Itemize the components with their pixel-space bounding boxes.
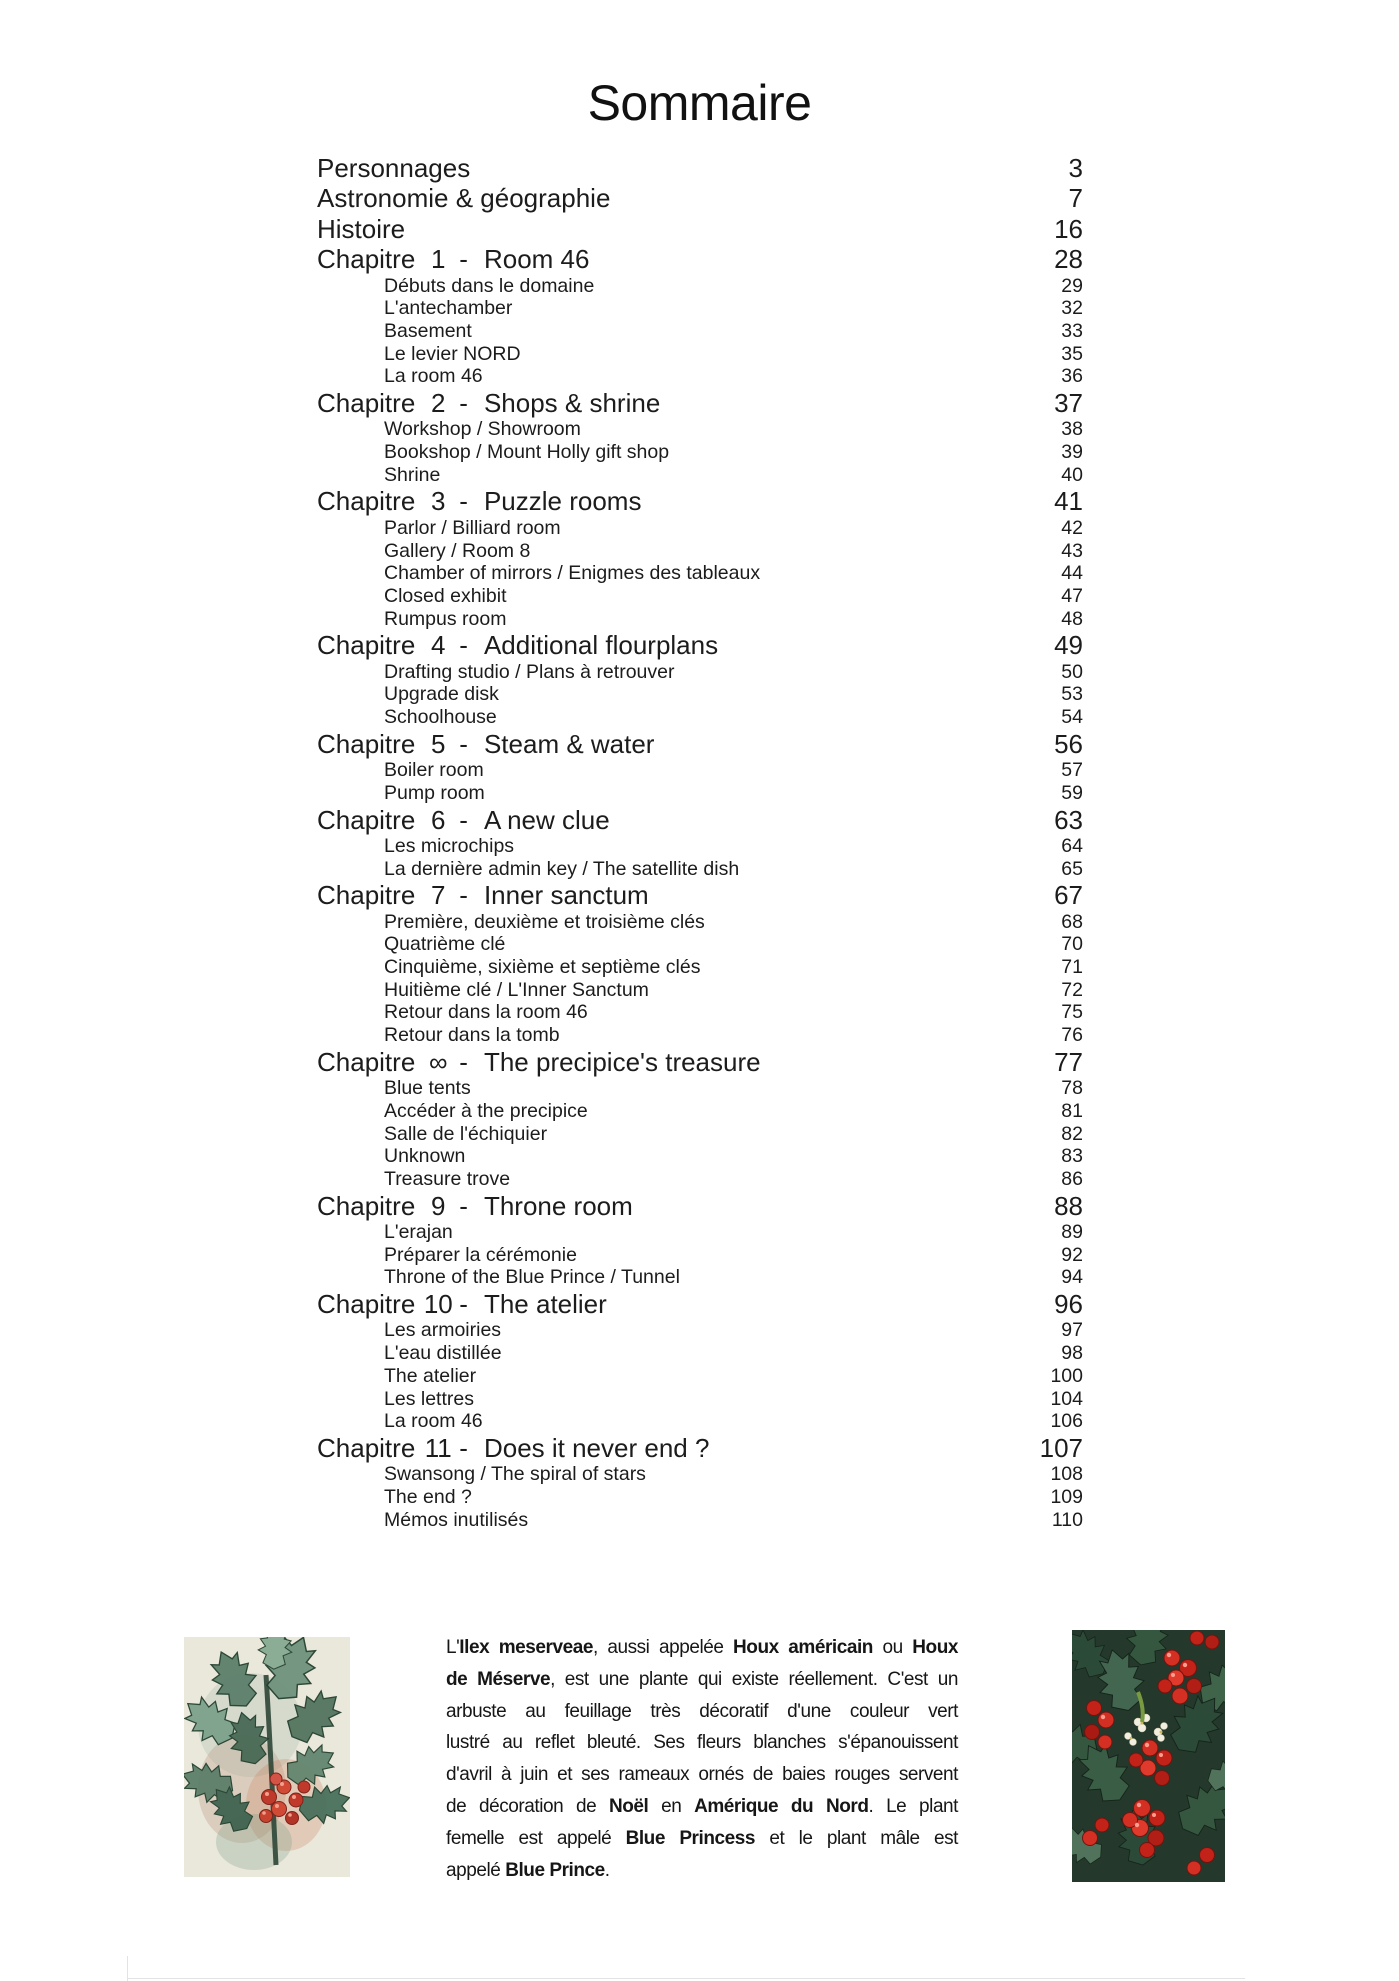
toc-sub-label: L'erajan [384, 1221, 453, 1243]
chapter-number: 1 [431, 244, 446, 275]
toc-sub-row [317, 1266, 1083, 1289]
toc-chapter-label [317, 1191, 633, 1221]
body-text: appelé [446, 1859, 506, 1881]
toc-sub-page: 108 [1050, 1463, 1083, 1486]
body-text: . Le plant [868, 1795, 959, 1817]
toc-sub-page: 50 [1061, 660, 1083, 683]
toc-sub-page: 65 [1061, 857, 1083, 880]
toc-sub-label: Préparer la cérémonie [384, 1243, 577, 1266]
toc-sub-row [317, 441, 1083, 464]
toc-sub-label: Drafting studio / Plans à retrouver [384, 660, 675, 683]
toc-entry-label: Personnages [317, 153, 471, 183]
chapter-word: Chapitre [317, 1432, 416, 1463]
toc-sub-label: La room 46 [384, 365, 483, 388]
body-text: et le plant mâle est [754, 1827, 958, 1849]
toc-sub-page: 44 [1061, 562, 1083, 585]
toc-chapter-row [317, 880, 1083, 910]
toc-entry-page: 7 [1068, 183, 1083, 214]
toc-sub-page: 35 [1061, 342, 1083, 365]
toc-sub-row [317, 464, 1083, 487]
toc-sub-page: 53 [1061, 683, 1083, 706]
chapter-title: The atelier [483, 1289, 607, 1320]
toc-sub-page: 97 [1061, 1319, 1083, 1342]
toc-sub-row [317, 706, 1083, 729]
chapter-word: Chapitre [317, 804, 416, 835]
paragraph-line [446, 1727, 958, 1759]
bold-text: Houx [912, 1637, 958, 1658]
toc-sub-label: L'eau distillée [384, 1342, 502, 1365]
toc-sub-label: La dernière admin key / The satellite dish [384, 857, 740, 880]
bold-text: de Méserve [446, 1668, 551, 1690]
toc-sub-row [317, 297, 1083, 320]
toc-sub-label: Les armoiries [384, 1319, 502, 1342]
toc-sub-label: Parlor / Billiard room [384, 516, 561, 539]
chapter-number: 4 [431, 630, 446, 661]
toc-sub-label: Retour dans la room 46 [384, 1001, 588, 1024]
toc-chapter-label [317, 1433, 709, 1463]
toc-sub-row [317, 835, 1083, 858]
toc-chapter-row [317, 244, 1083, 274]
bold-text: Amérique du Nord [694, 1795, 869, 1817]
toc-sub-label: Retour dans la tomb [384, 1024, 560, 1047]
toc-sub-label: Schoolhouse [384, 706, 497, 729]
toc-sub-label: Closed exhibit [384, 584, 507, 607]
toc-sub-row [317, 1463, 1083, 1486]
toc-sub-label: La room 46 [384, 1410, 483, 1433]
toc-sub-row [317, 956, 1083, 979]
toc-sub-row [317, 585, 1083, 608]
toc-chapter-row [317, 729, 1083, 759]
chapter-title: Puzzle rooms [483, 486, 642, 517]
toc-chapter-label [317, 805, 610, 835]
paragraph-line [446, 1791, 958, 1823]
toc-sub-page: 89 [1061, 1221, 1083, 1243]
footer-paragraph [446, 1632, 958, 1886]
chapter-word: Chapitre [317, 1190, 416, 1221]
holly-watercolor-illustration [184, 1637, 350, 1877]
toc-sub-row [317, 320, 1083, 343]
body-text: lustré au reflet bleuté. Ses fleurs blanches s'épanouissent [446, 1732, 958, 1754]
toc-sub-label: Blue tents [384, 1077, 471, 1100]
toc-sub-row [317, 608, 1083, 631]
toc-sub-row [317, 858, 1083, 881]
toc-sub-row [317, 759, 1083, 782]
toc-sub-label: Upgrade disk [384, 683, 499, 706]
toc-sub-row [317, 979, 1083, 1002]
toc-chapter-page: 67 [1054, 880, 1083, 911]
toc-sub-row [317, 275, 1083, 298]
toc-chapter-page: 41 [1054, 486, 1083, 517]
toc-sub-row [317, 1342, 1083, 1365]
chapter-word: Chapitre [317, 630, 416, 661]
toc-sub-label: Les microchips [384, 834, 515, 857]
toc-sub-row [317, 911, 1083, 934]
toc-chapter-page: 96 [1054, 1289, 1083, 1320]
toc-chapter-label [317, 729, 654, 759]
chapter-word: Chapitre [317, 244, 416, 275]
paragraph-line [446, 1664, 958, 1696]
toc-sub-row [317, 517, 1083, 540]
toc-chapter-label [317, 1047, 761, 1077]
toc-sub-page: 40 [1061, 463, 1083, 486]
page-title: Sommaire [587, 75, 812, 131]
toc-sub-label: Cinquième, sixième et septième clés [384, 956, 701, 979]
paragraph-line [446, 1632, 958, 1664]
chapter-dash: - [459, 1046, 468, 1077]
toc-sub-label: L'antechamber [384, 297, 513, 320]
toc-sub-label: Workshop / Showroom [384, 418, 581, 441]
toc-sub-page: 70 [1061, 933, 1083, 956]
toc-sub-row [317, 1168, 1083, 1191]
toc-sub-row [317, 1100, 1083, 1123]
toc-sub-page: 92 [1061, 1243, 1083, 1266]
toc-sub-label: Boiler room [384, 759, 484, 782]
toc-sub-label: Shrine [384, 463, 441, 486]
toc-chapter-row [317, 1289, 1083, 1319]
toc-sub-page: 54 [1061, 706, 1083, 729]
toc-sub-row [317, 1123, 1083, 1146]
bold-text: Blue Princess [625, 1827, 755, 1849]
toc-chapter-row [317, 388, 1083, 418]
page-edge-line [127, 1978, 1245, 1979]
toc-sub-label: Débuts dans le domaine [384, 274, 595, 297]
chapter-title: Steam & water [483, 728, 655, 759]
toc-sub-label: Swansong / The spiral of stars [384, 1463, 646, 1486]
toc-sub-page: 98 [1061, 1342, 1083, 1365]
toc-sub-page: 38 [1061, 418, 1083, 441]
chapter-number: 3 [431, 486, 446, 517]
toc-sub-label: Quatrième clé [384, 933, 506, 956]
toc-entry-page: 3 [1068, 153, 1083, 183]
bold-text: Houx américain [733, 1637, 873, 1658]
toc-sub-page: 64 [1061, 834, 1083, 857]
toc-sub-label: Salle de l'échiquier [384, 1122, 548, 1145]
toc-sub-row [317, 1319, 1083, 1342]
body-text: . [604, 1859, 610, 1881]
toc-front-row [317, 183, 1083, 213]
body-text: de décoration de [446, 1795, 609, 1817]
toc-sub-label: Les lettres [384, 1387, 474, 1410]
toc-sub-page: 82 [1061, 1122, 1083, 1145]
page-edge-corner [127, 1956, 128, 1981]
toc-sub-label: Gallery / Room 8 [384, 539, 531, 562]
toc-sub-label: Chamber of mirrors / Enigmes des tableaux [384, 562, 761, 585]
toc-sub-page: 94 [1061, 1266, 1083, 1289]
toc-sub-page: 57 [1061, 759, 1083, 782]
chapter-title: Inner sanctum [483, 880, 649, 911]
toc-sub-page: 42 [1061, 516, 1083, 539]
toc-sub-row [317, 343, 1083, 366]
toc-sub-page: 48 [1061, 607, 1083, 630]
toc-sub-page: 72 [1061, 978, 1083, 1001]
chapter-title: Additional flourplans [483, 630, 719, 661]
body-text: femelle est appelé [446, 1827, 626, 1849]
toc-sub-label: Bookshop / Mount Holly gift shop [384, 441, 670, 464]
toc-sub-page: 100 [1050, 1364, 1083, 1387]
toc-sub-row [317, 1410, 1083, 1433]
toc-sub-label: Rumpus room [384, 607, 507, 630]
toc-sub-label: Mémos inutilisés [384, 1508, 529, 1531]
toc-sub-page: 71 [1061, 956, 1083, 979]
toc-sub-label: Accéder à the precipice [384, 1099, 588, 1122]
toc-chapter-page: 88 [1054, 1190, 1083, 1221]
toc-sub-row [317, 933, 1083, 956]
toc-entry-label: Histoire [317, 213, 406, 244]
toc-sub-page: 81 [1061, 1099, 1083, 1122]
toc-sub-page: 75 [1061, 1001, 1083, 1024]
chapter-dash: - [459, 1289, 468, 1320]
chapter-word: Chapitre [317, 728, 416, 759]
toc-chapter-label [317, 244, 589, 274]
toc-sub-row [317, 782, 1083, 805]
body-text: en [648, 1795, 695, 1817]
toc-sub-page: 32 [1061, 297, 1083, 320]
toc-chapter-label [317, 486, 641, 516]
toc-sub-row [317, 1388, 1083, 1411]
chapter-word: Chapitre [317, 1046, 416, 1077]
toc-chapter-row [317, 1047, 1083, 1077]
toc-sub-row [317, 1365, 1083, 1388]
chapter-word: Chapitre [317, 880, 416, 911]
paragraph-line [446, 1759, 958, 1791]
chapter-title: The precipice's treasure [483, 1046, 761, 1077]
toc-sub-page: 59 [1061, 781, 1083, 804]
toc-chapter-page: 28 [1054, 244, 1083, 275]
chapter-dash: - [459, 1432, 468, 1463]
toc-entry-label: Astronomie & géographie [317, 183, 611, 214]
toc-sub-page: 29 [1061, 274, 1083, 297]
chapter-dash: - [459, 388, 468, 418]
body-text: ou [872, 1637, 913, 1658]
toc-sub-row [317, 365, 1083, 388]
toc-chapter-row [317, 1191, 1083, 1221]
toc-chapter-page: 107 [1039, 1432, 1083, 1463]
toc-chapter-row [317, 805, 1083, 835]
toc-sub-label: Le levier NORD [384, 342, 521, 365]
toc-sub-page: 106 [1050, 1410, 1083, 1433]
toc-sub-page: 110 [1051, 1508, 1083, 1531]
toc-sub-row [317, 661, 1083, 684]
toc-front-row [317, 214, 1083, 244]
toc-sub-page: 36 [1061, 365, 1083, 388]
toc-sub-row [317, 1145, 1083, 1168]
chapter-dash: - [459, 486, 468, 517]
toc-sub-page: 43 [1061, 539, 1083, 562]
toc-sub-page: 47 [1061, 584, 1083, 607]
toc-chapter-row [317, 486, 1083, 516]
toc-chapter-label [317, 388, 660, 418]
chapter-title: Does it never end ? [483, 1432, 710, 1463]
body-text: , est une plante qui existe réellement. C'est un [550, 1668, 958, 1690]
toc-sub-row [317, 540, 1083, 563]
toc-sub-label: Throne of the Blue Prince / Tunnel [384, 1266, 680, 1289]
chapter-dash: - [459, 1190, 468, 1221]
toc-sub-label: Pump room [384, 781, 485, 804]
chapter-number: 7 [431, 880, 446, 911]
toc-sub-row [317, 1077, 1083, 1100]
toc-sub-page: 68 [1061, 910, 1083, 933]
toc-sub-label: The atelier [384, 1364, 477, 1387]
paragraph-line [446, 1696, 958, 1728]
toc [317, 153, 1083, 1531]
holly-berries-photo [1072, 1630, 1225, 1882]
bold-text: Noël [608, 1795, 649, 1817]
toc-chapter-page: 49 [1054, 630, 1083, 661]
chapter-dash: - [459, 244, 468, 275]
toc-sub-label: Treasure trove [384, 1167, 511, 1190]
toc-chapter-page: 63 [1054, 804, 1083, 835]
toc-sub-page: 76 [1061, 1024, 1083, 1047]
toc-chapter-row [317, 630, 1083, 660]
toc-sub-row [317, 418, 1083, 441]
chapter-title: A new clue [483, 804, 610, 835]
body-text: arbuste au feuillage très décoratif d'une couleur vert [446, 1700, 958, 1722]
chapter-number: 6 [431, 804, 446, 835]
toc-sub-label: Première, deuxième et troisième clés [384, 910, 705, 933]
chapter-word: Chapitre [317, 1289, 416, 1320]
chapter-number: 5 [431, 728, 446, 759]
toc-sub-label: Huitième clé / L'Inner Sanctum [384, 978, 649, 1001]
toc-sub-row [317, 1001, 1083, 1024]
toc-chapter-page: 77 [1054, 1046, 1083, 1077]
toc-sub-row [317, 562, 1083, 585]
toc-sub-page: 33 [1061, 319, 1083, 342]
toc-chapter-label [317, 1289, 607, 1319]
chapter-title: Throne room [483, 1190, 633, 1221]
chapter-number: 9 [431, 1190, 446, 1221]
chapter-number: 10 [423, 1289, 453, 1320]
paragraph-line [446, 1855, 958, 1887]
toc-chapter-label [317, 630, 718, 660]
toc-sub-page: 78 [1061, 1077, 1083, 1100]
toc-entry-page: 16 [1054, 213, 1083, 244]
chapter-dash: - [459, 804, 468, 835]
toc-front-row [317, 153, 1083, 183]
chapter-number: 2 [431, 388, 446, 418]
body-text: L' [446, 1637, 460, 1658]
toc-sub-row [317, 683, 1083, 706]
chapter-word: Chapitre [317, 388, 416, 418]
toc-sub-row [317, 1244, 1083, 1267]
toc-sub-row [317, 1509, 1083, 1532]
chapter-number: ∞ [429, 1046, 448, 1077]
chapter-word: Chapitre [317, 486, 416, 517]
toc-chapter-label [317, 880, 649, 910]
bold-text: Ilex meserveae [459, 1637, 593, 1658]
chapter-title: Shops & shrine [483, 388, 661, 418]
toc-sub-page: 109 [1050, 1485, 1083, 1508]
toc-sub-label: Unknown [384, 1145, 466, 1168]
chapter-title: Room 46 [483, 244, 590, 275]
toc-chapter-page: 56 [1054, 728, 1083, 759]
toc-chapter-page: 37 [1054, 388, 1083, 418]
toc-chapter-row [317, 1433, 1083, 1463]
toc-sub-page: 83 [1061, 1145, 1083, 1168]
toc-sub-row [317, 1221, 1083, 1244]
toc-sub-row [317, 1024, 1083, 1047]
chapter-dash: - [459, 880, 468, 911]
toc-sub-row [317, 1486, 1083, 1509]
toc-sub-page: 86 [1061, 1167, 1083, 1190]
chapter-number: 11 [424, 1432, 452, 1463]
toc-sub-label: Basement [384, 319, 472, 342]
chapter-dash: - [459, 630, 468, 661]
paragraph-line [446, 1823, 958, 1855]
bold-text: Blue Prince [505, 1859, 605, 1881]
body-text: d'avril à juin et ses rameaux ornés de baies rouges servent [446, 1764, 958, 1786]
body-text: , aussi appelée [592, 1637, 734, 1658]
chapter-dash: - [459, 728, 468, 759]
toc-sub-page: 104 [1050, 1387, 1083, 1410]
toc-sub-page: 39 [1061, 441, 1083, 464]
toc-sub-label: The end ? [384, 1485, 472, 1508]
